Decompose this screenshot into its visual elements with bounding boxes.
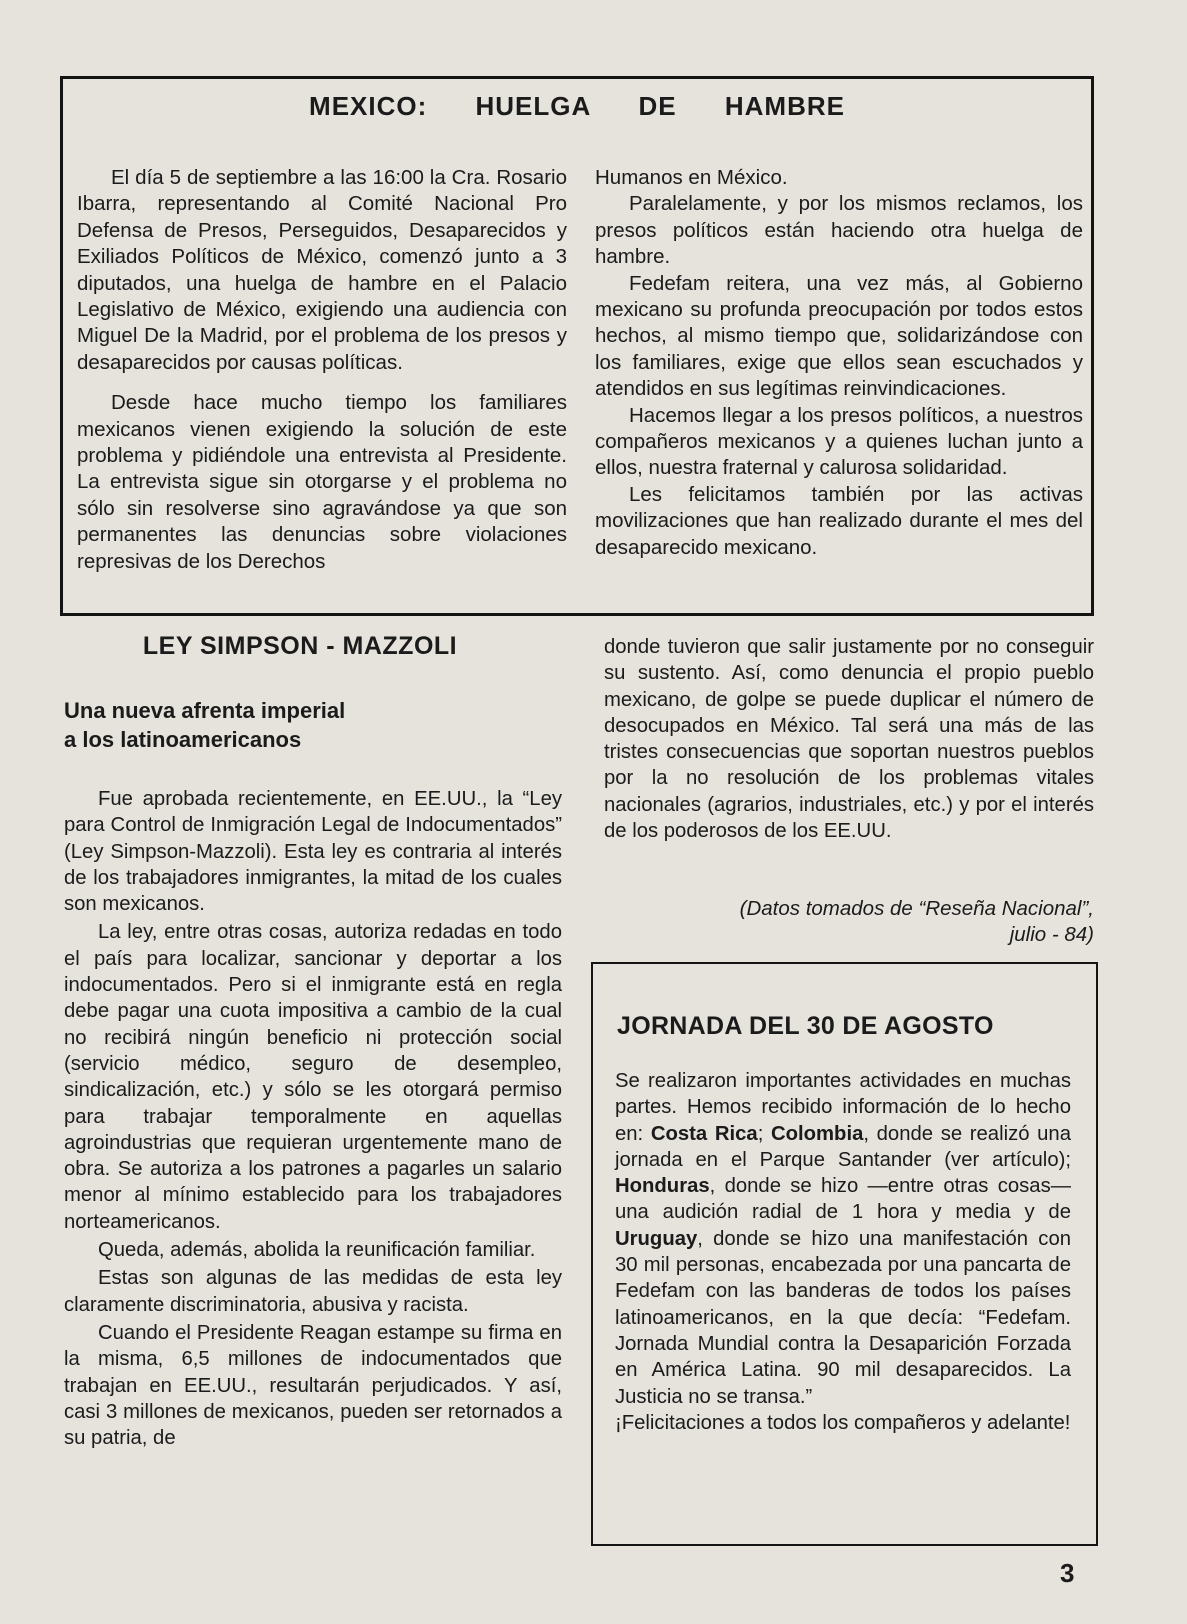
ley-article-subtitle — [64, 696, 484, 754]
paragraph: Paralelamente, y por los mismos reclamos, los presos políticos están haciendo otra huelga de hambre. — [595, 192, 1083, 269]
country-costa-rica: Costa Rica — [650, 1122, 758, 1145]
country-uruguay: Uruguay — [615, 1227, 698, 1250]
text-run: , donde se hizo —entre otras cosas— una audición radial de 1 hora y media y de — [615, 1175, 1071, 1224]
source-line: (Datos tomados de “Reseña Nacional”, — [739, 897, 1094, 920]
paragraph: Humanos en México. — [595, 166, 788, 189]
paragraph: Fedefam reitera, una vez más, al Gobierno mexicano su profunda preocupación por todos estos hechos, al mismo tiempo que, solidarizándose con los familiares, exige que ellos sean escuchados y atendidos en sus legítimas reinvindicaciones. — [595, 271, 1083, 401]
ley-article-title: LEY SIMPSON - MAZZOLI — [142, 632, 458, 660]
ley-article-body — [64, 786, 562, 1451]
paragraph: El día 5 de septiembre a las 16:00 la Cra. Rosario Ibarra, representando al Comité Nacional Pro Defensa de Presos, Perseguidos, Desaparecidos y Exiliados Políticos de México, comenzó junto a 3 diputados, una huelga de hambre en el Palacio Legislativo de México, exigiendo una audiencia con Miguel De la Madrid, por el problema de los presos y desaparecidos por causas políticas. — [77, 166, 567, 374]
subtitle-line: a los latinoamericanos — [64, 727, 302, 752]
source-line: julio - 84) — [1009, 923, 1094, 946]
paragraph: Desde hace mucho tiempo los familiares mexicanos vienen exigiendo la solución de este problema y pidiéndole una entrevista al Presidente. La entrevista sigue sin otorgarse y el problema no sólo sin resolverse sino agravándose ya que son permanentes las denuncias sobre violaciones represivas de los Derechos — [77, 391, 567, 573]
text-run: ; — [757, 1122, 771, 1145]
paragraph: Estas son algunas de las medidas de esta ley claramente discriminatoria, abusiva y racista. — [64, 1267, 562, 1316]
paragraph — [615, 1068, 1071, 1410]
paragraph: ¡Felicitaciones a todos los compañeros y adelante! — [615, 1411, 1071, 1434]
mexico-article-box — [60, 76, 1094, 616]
country-colombia: Colombia — [770, 1122, 864, 1145]
text-run: Se realizaron importantes actividades en muchas partes. Hemos recibido información de lo hecho en: — [615, 1070, 1071, 1145]
text-run: , donde se hizo una manifestación con 30 mil personas, encabezada por una pancarta de Fedefam con las banderas de todos los países latinoamericanos, en la que decía: “Fedefam. Jornada Mundial contra la Desaparición Forzada en América Latina. 90 mil desaparecidos. La Justicia no se transa.” — [615, 1227, 1071, 1408]
jornada-article-box — [591, 962, 1098, 1546]
text-run: , donde se realizó una jornada en el Parque Santander (ver artículo); — [615, 1122, 1071, 1171]
jornada-article-body — [615, 1068, 1071, 1436]
paragraph: Queda, además, abolida la reunificación familiar. — [98, 1239, 536, 1262]
country-honduras: Honduras — [615, 1175, 710, 1198]
mexico-column-1 — [77, 165, 567, 575]
paragraph: Cuando el Presidente Reagan estampe su firma en la misma, 6,5 millones de indocumentados que trabajan en EE.UU., resultarán perjudicados. Y así, casi 3 millones de mexicanos, pueden ser retornados a su patria, de — [64, 1321, 562, 1450]
subtitle-line: Una nueva afrenta imperial — [64, 698, 346, 723]
paragraph: Fue aprobada recientemente, en EE.UU., la “Ley para Control de Inmigración Legal de Indocumentados” (Ley Simpson-Mazzoli). Esta ley es contraria al interés de los trabajadores inmigrantes, la mitad de los cuales son mexicanos. — [64, 788, 562, 916]
paragraph: La ley, entre otras cosas, autoriza redadas en todo el país para localizar, sancionar y deportar a los indocumentados. Pero si el inmigrante está en regla debe pagar una cuota impositiva a cambio de la cual no recibirá ningún beneficio ni protección social (servicio médico, seguro de desempleo, sindicalización, etc.) y sólo se les otorgará permiso para trabajar temporalmente en aquellas agroindustrias que requieran urgentemente mano de obra. Se autoriza a los patrones a pagarles un salario menor al mínimo establecido para los trabajadores norteamericanos. — [64, 921, 562, 1233]
jornada-article-title: JORNADA DEL 30 DE AGOSTO — [617, 1012, 994, 1040]
mexico-column-2 — [595, 165, 1083, 561]
page-number: 3 — [1060, 1558, 1075, 1588]
ley-article-continuation — [604, 634, 1094, 844]
mexico-article-title: MEXICO: HUELGA DE HAMBRE — [309, 91, 845, 121]
paragraph: Hacemos llegar a los presos políticos, a nuestros compañeros mexicanos y a quienes luchan junto a ellos, nuestra fraternal y calurosa solidaridad. — [595, 403, 1083, 480]
paragraph: donde tuvieron que salir justamente por no conseguir su sustento. Así, como denuncia el propio pueblo mexicano, de golpe se puede duplicar el número de desocupados en México. Tal será una más de las tristes consecuencias que soportan nuestros pueblos por la no resolución de los problemas vitales nacionales (agrarios, industriales, etc.) y por el interés de los poderosos de los EE.UU. — [604, 636, 1094, 843]
paragraph: Les felicitamos también por las activas movilizaciones que han realizado durante el mes del desaparecido mexicano. — [595, 482, 1083, 559]
ley-source-note — [604, 896, 1094, 948]
